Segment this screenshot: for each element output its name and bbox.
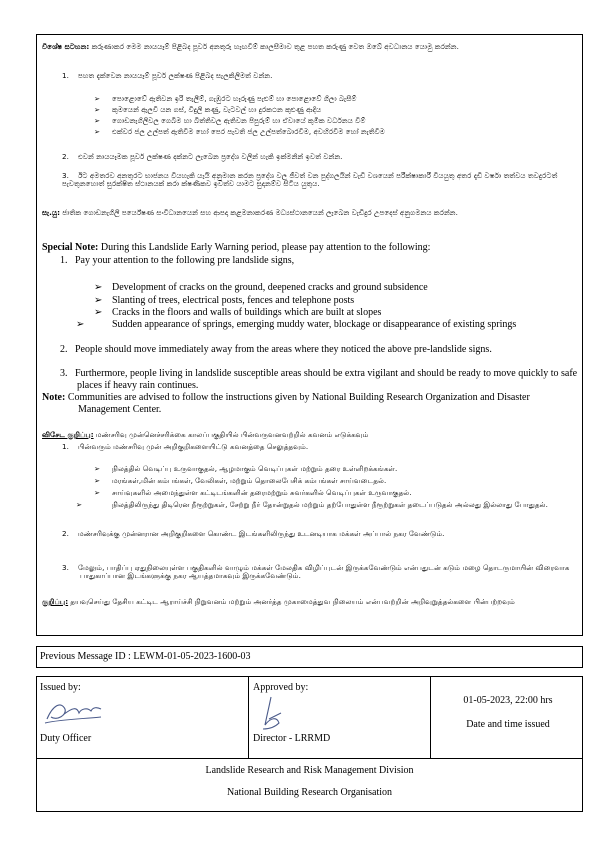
issue-datetime-label: Date and time issued bbox=[466, 719, 550, 730]
arrow-bullet-icon: ➢ bbox=[94, 295, 103, 306]
issue-datetime: 01-05-2023, 22:00 hrs bbox=[463, 695, 553, 706]
tamil-note: விசேட குறிப்பு: மண்சரிவு முன்னெச்சரிக்கை காலப்பகுதியில் பின்வருவனவற்றில் கவனம் எடுக்கவும் bbox=[42, 430, 369, 439]
sinhala-bullet-3: ➢ ගොඩනැගිලිවල ගෙබිම හා බිත්තිවල ඇතිවන පිපුරුම් හා ඒවායේ කුමික වර්ධනය වීම් bbox=[94, 116, 366, 125]
sinhala-bullet-4: ➢ එක්වර ජල උල්පත් ඇතිවීම හෝ පෙර පැවති ජල උල්පත්බොරවීම, අවහිරවීම හෝ නැතිවීම bbox=[94, 127, 385, 136]
sinhala-note bbox=[42, 43, 578, 51]
sinhala-note-text: කරුණාකර මෙම නායයෑම් පිළිබද පූර්ව අනතුරු හැඟවීම් කාලසීමාව තුළ පහත කරුණු වෙත ඔබේ අවධානය යොමු කරන්න. bbox=[91, 42, 459, 51]
divider bbox=[248, 677, 249, 758]
arrow-bullet-icon: ➢ bbox=[94, 307, 103, 318]
sinhala-item-3: 3. ඊට අමතරව අනතුරට භාජනය වියහැකි යැයි අනුමාන කරන ප්‍රදේශ වල ජීවත් වන පුද්ගලයින් වැඩි වශයෙන් පරීක්ෂාකාරී වියයුතු අතර දැඩි වර්ෂා තත්වය තවදුරටත් පැවතුනහොත් සුරක්ෂිත ස්ථානයක් කරා ක්ෂණිකව ඉවත්ව යාමට සුදානම්ව සිටිය යුතුය. bbox=[62, 171, 558, 189]
approved-by-label: Approved by: bbox=[253, 682, 309, 693]
english-item-2: 2. People should move immediately away from the areas where they noticed the above pre-landslide signs. bbox=[60, 344, 492, 355]
sinhala-remark: සැ.යු: ජාතික ගොඩනැගිලි පර්යේෂණ සංවිධානයෙන් සහ ආපදා කළමනාකරණ මධ්‍යස්ථානයෙන් ලැබෙන වැඩිදුර උපදෙස් අනුගමනය කරන්න. bbox=[42, 208, 458, 217]
tamil-bullet-3: ➢ சாய்வுகளில் அமைந்துள்ள கட்டிடங்களின் தரைமற்றும் சுவர்களில் வெடிப்புகள் உருவாகுதல். bbox=[94, 488, 412, 497]
tamil-bullet-4: ➢ நிலத்திலிருந்து திடிரென நீரூற்றுகள், சேற்று நீர் தோன்றுதல் மற்றும் தற்போதுள்ள நீரூற்றுகள் தடைப்படுதல் அல்லது இல்லாது போதுதல். bbox=[76, 500, 548, 509]
arrow-bullet-icon: ➢ bbox=[94, 488, 101, 497]
director-signature bbox=[257, 695, 287, 733]
english-note-text: During this Landslide Early Warning period, please pay attention to the following: bbox=[100, 242, 431, 253]
arrow-bullet-icon: ➢ bbox=[76, 500, 83, 509]
english-remark: Note: Communities are advised to follow the instructions given by National Building Research Organization and Disaster Management Center. bbox=[42, 392, 530, 415]
issued-by-label: Issued by: bbox=[40, 682, 81, 693]
english-bullet-4: ➢ Sudden appearance of springs, emerging muddy water, blockage or disappearance of existing springs bbox=[76, 319, 517, 330]
sinhala-item-2: 2. එවන් නායයෑමක පූර්ව ලක්ෂණ දක්නට ලැබෙන ප්‍රදේශ වලින් හැකි ඉක්මනින් ඉවත් වන්න. bbox=[62, 152, 343, 161]
sinhala-bullet-2: ➢ කුමයෙන් ඇලවී යන ගස්, විදුලි කණු, වැටවල් හා දුරකථන කුළුණු ආදිය bbox=[94, 105, 322, 114]
english-bullet-2: ➢ Slanting of trees, electrical posts, fences and telephone posts bbox=[94, 295, 355, 306]
english-bullet-1: ➢ Development of cracks on the ground, deepened cracks and ground subsidence bbox=[94, 282, 428, 293]
english-bullet-3: ➢ Cracks in the floors and walls of buildings which are built at slopes bbox=[94, 307, 382, 318]
english-note bbox=[42, 242, 578, 254]
tamil-bullet-2: ➢ மரங்கள்,மின் கம்பங்கள், வேலிகள், மற்றும் தொலைபேசிக் கம்பங்கள் சாய்வடைதல். bbox=[94, 476, 387, 485]
tamil-remark: குறிப்பு: தயவுசெய்து தேசிய கட்டிட ஆராய்ச்சி நிறுவனம் மற்றும் அனர்த்த முகாமைத்துவ நிலையம் என்பவற்றின் அறிவுறுத்தல்களை பின்பற்றவும் bbox=[42, 597, 515, 606]
duty-officer-signature bbox=[43, 697, 105, 727]
sinhala-item-1: 1. පහත දැක්වෙන නායයෑම් පූර්ව ලක්ෂණ පිළිබද සැලකිලිමත් වන්න. bbox=[62, 71, 273, 80]
sinhala-note-label: විශේෂ සටහන: bbox=[42, 42, 90, 51]
organisation-name: National Building Research Organisation bbox=[226, 787, 393, 798]
sinhala-bullet-1: ➢ පොළොවේ ඇතිවන ඉරි තැලීම්, ගැඹුරට හෑරුණු පැළුම් හා පොළොවේ ගිලා බැසීම් bbox=[94, 94, 357, 103]
tamil-item-2: 2. மண்சரிவுக்கு முன்னரான அறிகுறிகளை கொண்ட இடங்களிலிருந்து உடனடியாக மக்கள் அப்பால் நகர வேண்டும். bbox=[62, 529, 445, 538]
arrow-bullet-icon: ➢ bbox=[94, 105, 101, 114]
english-item-3: 3. Furthermore, people living in landslide susceptible areas should be extra vigilant and should be ready to move quickly to safe places if heavy rain continues. bbox=[60, 368, 578, 391]
arrow-bullet-icon: ➢ bbox=[94, 476, 101, 485]
divider bbox=[430, 677, 431, 758]
tamil-item-1: 1. பின்வரும் மண்சரிவு முன் அறிகுறிகளையிட்டு கவனத்தை செலுத்தவும். bbox=[62, 442, 309, 451]
english-item-1: 1. Pay your attention to the following pre landslide signs, bbox=[60, 255, 295, 266]
arrow-bullet-icon: ➢ bbox=[94, 464, 101, 473]
arrow-bullet-icon: ➢ bbox=[94, 116, 101, 125]
duty-officer-role: Duty Officer bbox=[40, 733, 92, 744]
english-note-label: Special Note: bbox=[42, 242, 99, 253]
division-name: Landslide Research and Risk Management Division bbox=[205, 765, 414, 776]
arrow-bullet-icon: ➢ bbox=[94, 127, 101, 136]
arrow-bullet-icon: ➢ bbox=[94, 282, 103, 293]
arrow-bullet-icon: ➢ bbox=[94, 94, 101, 103]
director-role: Director - LRRMD bbox=[253, 733, 331, 744]
divider bbox=[37, 758, 582, 759]
tamil-bullet-1: ➢ நிலத்தில் வெடிப்பு உருவாகுதல், ஆழமாகும் வெடிப்புகள் மற்றும் தரை உள்ளிறக்கங்கள். bbox=[94, 464, 398, 473]
arrow-bullet-icon: ➢ bbox=[76, 319, 85, 330]
issuance-footer bbox=[36, 676, 583, 812]
tamil-item-3: 3. மேலும், பாதிப்பு ஏதுநிலையுள்ள பகுதிகளில் வாழும் மக்கள் மேலதிக விழிப்புடன் இருக்கவேண்டும் என்பதுடன் கடும் மழை தொடருமாயின் விரைவாக பாதுகாப்பான இடங்களுக்கு நகர ஆயத்தமாகவும் இருக்கவேண்டும். bbox=[62, 563, 570, 581]
previous-message-id: Previous Message ID : LEWM-01-05-2023-1600-03 bbox=[36, 646, 583, 668]
